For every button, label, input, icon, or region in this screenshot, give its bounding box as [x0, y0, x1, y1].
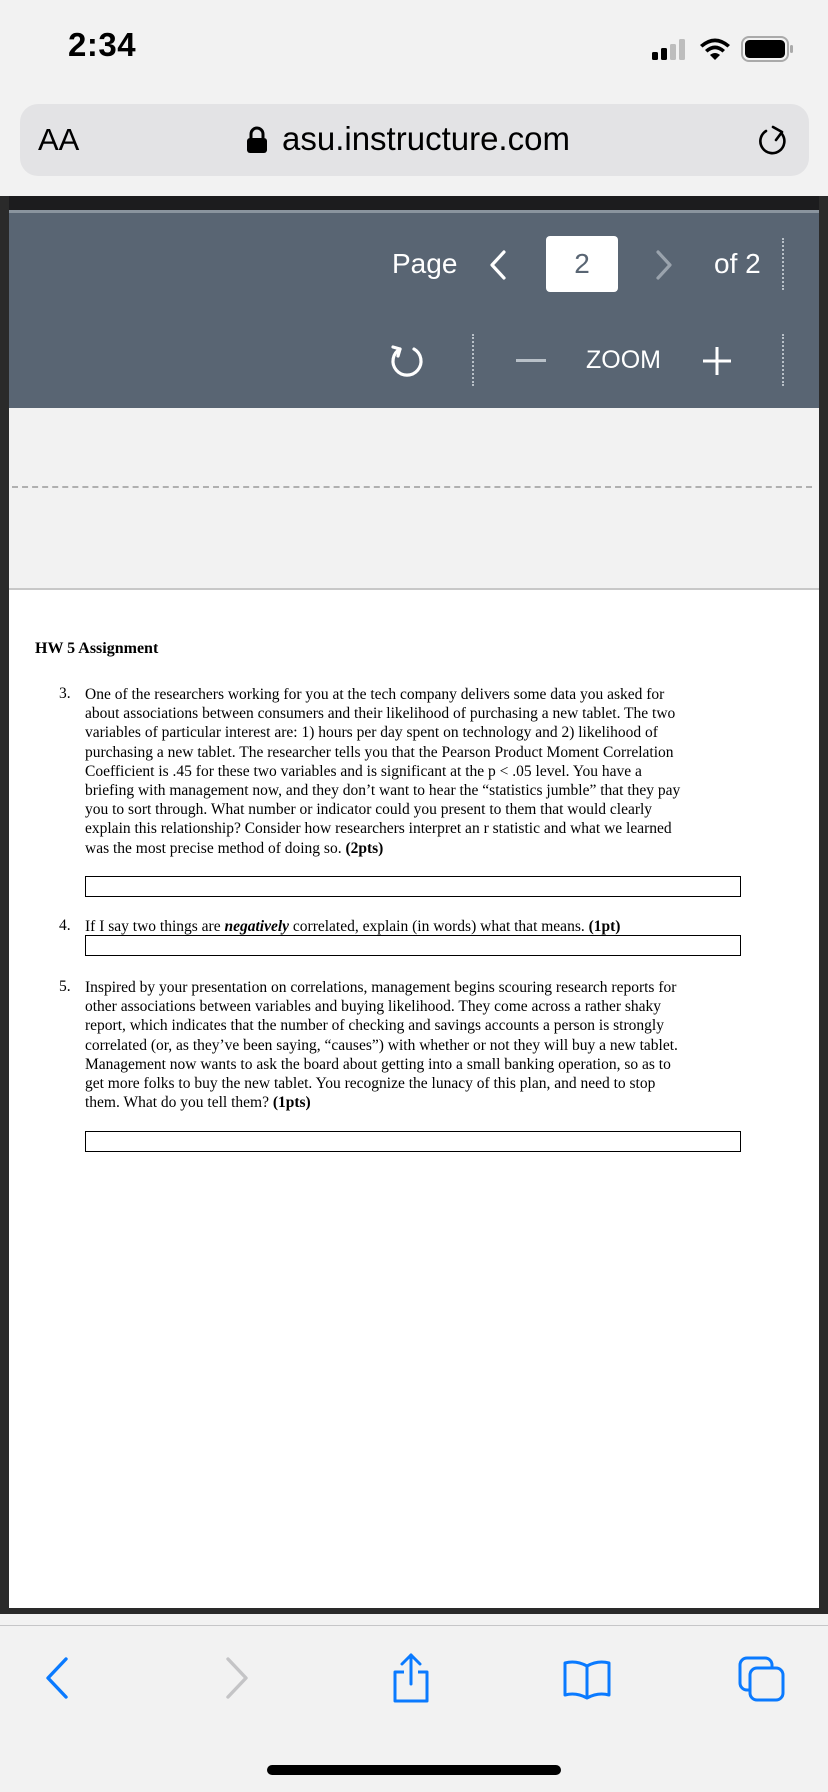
text-line: One of the researchers working for you at the tech company delivers some data you asked for: [85, 686, 665, 703]
answer-box[interactable]: [85, 1131, 741, 1152]
battery-icon: [741, 36, 795, 62]
text-line: report, which indicates that the number of checking and savings accounts a person is strongly: [85, 1017, 664, 1035]
text-line: variables of particular interest are: 1) hours per day spent on technology and 2) likelihood of: [85, 724, 658, 742]
text-line: correlated (or, as they’ve been saying, “causes”) with whether or not they will buy a new tablet.: [85, 1036, 678, 1054]
toolbar-divider: [782, 334, 784, 386]
viewer-frame-left: [0, 196, 9, 1614]
text-line: [85, 839, 745, 858]
question-number: 4.: [59, 917, 71, 934]
question-number: 3.: [59, 685, 71, 702]
viewer-frame-bottom: [0, 1608, 828, 1614]
question-5-text: [85, 978, 745, 1112]
toolbar-divider: [472, 334, 474, 386]
page-number-input[interactable]: 2: [546, 236, 618, 292]
toolbar-separator: [0, 1625, 828, 1626]
bookmarks-icon[interactable]: [562, 1658, 612, 1700]
text-line: Inspired by your presentation on correlations, management begins scouring research reports for: [85, 979, 677, 996]
text-size-button[interactable]: AA: [38, 122, 80, 157]
text-line: about associations between consumers and their likelihood of purchasing a new tablet. The two: [85, 705, 676, 723]
home-indicator: [267, 1765, 561, 1775]
text-line: you to sort through. What number or indicator could you present to them that would clearly: [85, 801, 653, 819]
page-gap: [9, 408, 819, 590]
emphasis-text: negatively: [224, 918, 290, 935]
total-pages-label: of 2: [714, 248, 761, 279]
points-label: (2pts): [345, 839, 384, 857]
rotate-icon[interactable]: [388, 342, 426, 380]
text-fragment: them. What do you tell them?: [85, 1094, 269, 1112]
zoom-label: ZOOM: [586, 346, 661, 374]
zoom-in-icon[interactable]: [702, 346, 732, 376]
answer-box[interactable]: [85, 876, 741, 897]
page-break-line: [12, 486, 812, 488]
text-line: Coefficient is .45 for these two variables and is significant at the p < .05 level. You have a: [85, 762, 642, 780]
zoom-out-icon[interactable]: [516, 358, 546, 364]
answer-box[interactable]: [85, 935, 741, 956]
back-icon[interactable]: [44, 1656, 70, 1700]
points-label: (1pt): [588, 918, 621, 935]
question-number: 5.: [59, 978, 71, 995]
text-line: [85, 1093, 745, 1112]
forward-icon[interactable]: [224, 1656, 250, 1700]
wifi-icon: [698, 36, 732, 62]
question-4-text: [85, 917, 745, 936]
text-line: Management now wants to ask the board about getting into a small banking operation, so as to: [85, 1055, 671, 1073]
viewer-toolbar: [9, 210, 819, 411]
text-line: explain this relationship? Consider how researchers interpret an r statistic and what we learned: [85, 820, 672, 838]
next-page-icon[interactable]: [654, 250, 674, 280]
document-title: HW 5 Assignment: [35, 640, 159, 657]
cellular-signal-icon: [652, 38, 692, 62]
text-line: briefing with management now, and they don’t want to hear the “statistics jumble” that they pay: [85, 782, 681, 800]
text-line: other associations between variables and buying likelihood. They come across a rather shaky: [85, 998, 662, 1016]
lock-icon: [246, 126, 268, 154]
page-label: Page: [392, 248, 458, 279]
status-time: 2:34: [68, 26, 137, 63]
points-label: (1pts): [272, 1094, 311, 1112]
question-3-text: [85, 685, 745, 858]
url-text[interactable]: asu.instructure.com: [282, 120, 570, 157]
tabs-icon[interactable]: [738, 1656, 786, 1702]
previous-page-icon[interactable]: [488, 250, 508, 280]
viewer-frame-right: [819, 196, 828, 1614]
text-fragment: correlated, explain (in words) what that means.: [289, 918, 585, 935]
text-fragment: If I say two things are: [85, 918, 225, 935]
text-line: purchasing a new tablet. The researcher tells you that the Pearson Product Moment Correlation: [85, 743, 674, 761]
text-fragment: was the most precise method of doing so.: [85, 839, 342, 857]
text-line: get more folks to buy the new tablet. You recognize the lunacy of this plan, and need to stop: [85, 1075, 656, 1093]
toolbar-divider: [782, 238, 784, 290]
share-icon[interactable]: [390, 1652, 432, 1704]
reload-icon[interactable]: [756, 124, 790, 160]
